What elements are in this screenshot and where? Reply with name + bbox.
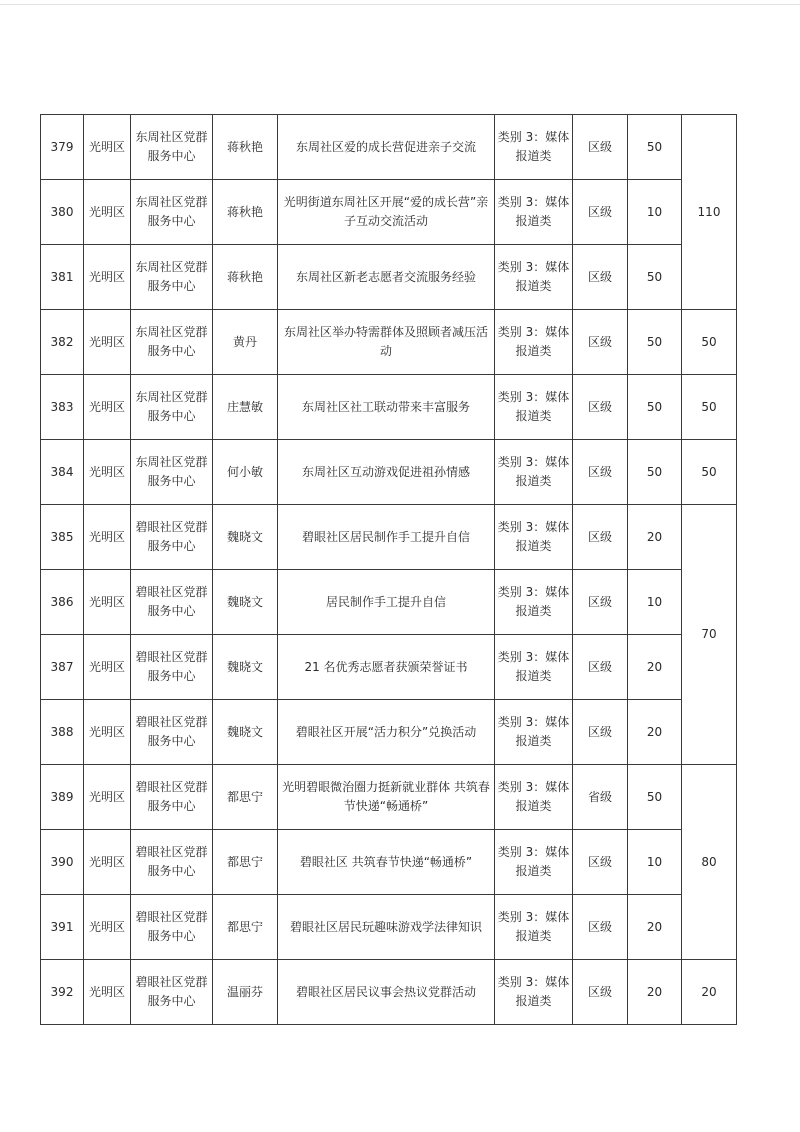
organization-cell: 东周社区党群服务中心 xyxy=(131,180,213,245)
score-cell: 20 xyxy=(628,895,682,960)
level-cell: 区级 xyxy=(573,700,628,765)
level-cell: 区级 xyxy=(573,570,628,635)
report-title-cell: 光明街道东周社区开展“爱的成长营”亲子互动交流活动 xyxy=(278,180,495,245)
organization-cell: 东周社区党群服务中心 xyxy=(131,310,213,375)
report-title-cell: 东周社区爱的成长营促进亲子交流 xyxy=(278,115,495,180)
organization-cell: 碧眼社区党群服务中心 xyxy=(131,700,213,765)
category-cell: 类别 3：媒体报道类 xyxy=(495,180,573,245)
table-row xyxy=(41,505,737,570)
table-row xyxy=(41,830,737,895)
organization-cell: 东周社区党群服务中心 xyxy=(131,375,213,440)
group-total-cell: 110 xyxy=(682,115,737,310)
district-cell: 光明区 xyxy=(84,960,131,1025)
table-row xyxy=(41,245,737,310)
district-cell: 光明区 xyxy=(84,635,131,700)
serial-number-cell: 380 xyxy=(41,180,84,245)
level-cell: 省级 xyxy=(573,765,628,830)
level-cell: 区级 xyxy=(573,830,628,895)
level-cell: 区级 xyxy=(573,895,628,960)
score-cell: 50 xyxy=(628,765,682,830)
report-title-cell: 光明碧眼微治圈力挺新就业群体 共筑春节快递“畅通桥” xyxy=(278,765,495,830)
records-table xyxy=(40,114,737,1025)
person-cell: 庄慧敏 xyxy=(213,375,278,440)
person-cell: 魏晓文 xyxy=(213,700,278,765)
district-cell: 光明区 xyxy=(84,180,131,245)
score-cell: 10 xyxy=(628,180,682,245)
table-row xyxy=(41,440,737,505)
score-cell: 50 xyxy=(628,375,682,440)
report-title-cell: 东周社区社工联动带来丰富服务 xyxy=(278,375,495,440)
score-cell: 50 xyxy=(628,115,682,180)
report-title-cell: 碧眼社区居民制作手工提升自信 xyxy=(278,505,495,570)
serial-number-cell: 387 xyxy=(41,635,84,700)
person-cell: 魏晓文 xyxy=(213,570,278,635)
person-cell: 黄丹 xyxy=(213,310,278,375)
person-cell: 蒋秋艳 xyxy=(213,180,278,245)
person-cell: 魏晓文 xyxy=(213,635,278,700)
report-title-cell: 居民制作手工提升自信 xyxy=(278,570,495,635)
person-cell: 都思宁 xyxy=(213,830,278,895)
level-cell: 区级 xyxy=(573,245,628,310)
report-title-cell: 东周社区新老志愿者交流服务经验 xyxy=(278,245,495,310)
report-title-cell: 碧眼社区 共筑春节快递“畅通桥” xyxy=(278,830,495,895)
group-total-cell: 20 xyxy=(682,960,737,1025)
serial-number-cell: 383 xyxy=(41,375,84,440)
district-cell: 光明区 xyxy=(84,765,131,830)
serial-number-cell: 385 xyxy=(41,505,84,570)
table-row xyxy=(41,765,737,830)
serial-number-cell: 381 xyxy=(41,245,84,310)
score-cell: 50 xyxy=(628,440,682,505)
table-row xyxy=(41,895,737,960)
serial-number-cell: 384 xyxy=(41,440,84,505)
score-cell: 20 xyxy=(628,635,682,700)
organization-cell: 碧眼社区党群服务中心 xyxy=(131,830,213,895)
organization-cell: 东周社区党群服务中心 xyxy=(131,115,213,180)
group-total-cell: 80 xyxy=(682,765,737,960)
level-cell: 区级 xyxy=(573,310,628,375)
table-row xyxy=(41,635,737,700)
report-title-cell: 碧眼社区居民玩趣味游戏学法律知识 xyxy=(278,895,495,960)
category-cell: 类别 3：媒体报道类 xyxy=(495,635,573,700)
person-cell: 蒋秋艳 xyxy=(213,245,278,310)
serial-number-cell: 391 xyxy=(41,895,84,960)
level-cell: 区级 xyxy=(573,440,628,505)
group-total-cell: 50 xyxy=(682,440,737,505)
score-cell: 20 xyxy=(628,960,682,1025)
category-cell: 类别 3：媒体报道类 xyxy=(495,570,573,635)
level-cell: 区级 xyxy=(573,635,628,700)
category-cell: 类别 3：媒体报道类 xyxy=(495,375,573,440)
category-cell: 类别 3：媒体报道类 xyxy=(495,115,573,180)
category-cell: 类别 3：媒体报道类 xyxy=(495,505,573,570)
organization-cell: 碧眼社区党群服务中心 xyxy=(131,570,213,635)
organization-cell: 碧眼社区党群服务中心 xyxy=(131,505,213,570)
table-row xyxy=(41,700,737,765)
serial-number-cell: 382 xyxy=(41,310,84,375)
person-cell: 蒋秋艳 xyxy=(213,115,278,180)
category-cell: 类别 3：媒体报道类 xyxy=(495,440,573,505)
category-cell: 类别 3：媒体报道类 xyxy=(495,310,573,375)
table-body xyxy=(41,115,737,1025)
person-cell: 温丽芬 xyxy=(213,960,278,1025)
district-cell: 光明区 xyxy=(84,115,131,180)
person-cell: 魏晓文 xyxy=(213,505,278,570)
organization-cell: 碧眼社区党群服务中心 xyxy=(131,960,213,1025)
district-cell: 光明区 xyxy=(84,895,131,960)
district-cell: 光明区 xyxy=(84,505,131,570)
table-row xyxy=(41,570,737,635)
district-cell: 光明区 xyxy=(84,700,131,765)
category-cell: 类别 3：媒体报道类 xyxy=(495,830,573,895)
page-top-edge xyxy=(0,4,800,5)
table-row xyxy=(41,375,737,440)
score-cell: 20 xyxy=(628,700,682,765)
report-title-cell: 碧眼社区居民议事会热议党群活动 xyxy=(278,960,495,1025)
score-cell: 20 xyxy=(628,505,682,570)
serial-number-cell: 386 xyxy=(41,570,84,635)
level-cell: 区级 xyxy=(573,960,628,1025)
serial-number-cell: 379 xyxy=(41,115,84,180)
table-row xyxy=(41,310,737,375)
district-cell: 光明区 xyxy=(84,830,131,895)
district-cell: 光明区 xyxy=(84,310,131,375)
level-cell: 区级 xyxy=(573,375,628,440)
district-cell: 光明区 xyxy=(84,440,131,505)
group-total-cell: 50 xyxy=(682,310,737,375)
district-cell: 光明区 xyxy=(84,245,131,310)
report-title-cell: 碧眼社区开展“活力积分”兑换活动 xyxy=(278,700,495,765)
person-cell: 都思宁 xyxy=(213,765,278,830)
level-cell: 区级 xyxy=(573,115,628,180)
report-title-cell: 东周社区举办特需群体及照顾者减压活动 xyxy=(278,310,495,375)
serial-number-cell: 388 xyxy=(41,700,84,765)
category-cell: 类别 3：媒体报道类 xyxy=(495,245,573,310)
district-cell: 光明区 xyxy=(84,570,131,635)
organization-cell: 碧眼社区党群服务中心 xyxy=(131,765,213,830)
table-row xyxy=(41,180,737,245)
score-cell: 50 xyxy=(628,245,682,310)
serial-number-cell: 392 xyxy=(41,960,84,1025)
report-title-cell: 东周社区互动游戏促进祖孙情感 xyxy=(278,440,495,505)
district-cell: 光明区 xyxy=(84,375,131,440)
serial-number-cell: 390 xyxy=(41,830,84,895)
score-cell: 10 xyxy=(628,570,682,635)
category-cell: 类别 3：媒体报道类 xyxy=(495,700,573,765)
level-cell: 区级 xyxy=(573,505,628,570)
category-cell: 类别 3：媒体报道类 xyxy=(495,765,573,830)
serial-number-cell: 389 xyxy=(41,765,84,830)
organization-cell: 碧眼社区党群服务中心 xyxy=(131,895,213,960)
table-row xyxy=(41,115,737,180)
organization-cell: 碧眼社区党群服务中心 xyxy=(131,635,213,700)
score-cell: 10 xyxy=(628,830,682,895)
group-total-cell: 70 xyxy=(682,505,737,765)
table-row xyxy=(41,960,737,1025)
person-cell: 都思宁 xyxy=(213,895,278,960)
person-cell: 何小敏 xyxy=(213,440,278,505)
organization-cell: 东周社区党群服务中心 xyxy=(131,440,213,505)
level-cell: 区级 xyxy=(573,180,628,245)
score-cell: 50 xyxy=(628,310,682,375)
category-cell: 类别 3：媒体报道类 xyxy=(495,960,573,1025)
organization-cell: 东周社区党群服务中心 xyxy=(131,245,213,310)
group-total-cell: 50 xyxy=(682,375,737,440)
category-cell: 类别 3：媒体报道类 xyxy=(495,895,573,960)
report-title-cell: 21 名优秀志愿者获颁荣誉证书 xyxy=(278,635,495,700)
